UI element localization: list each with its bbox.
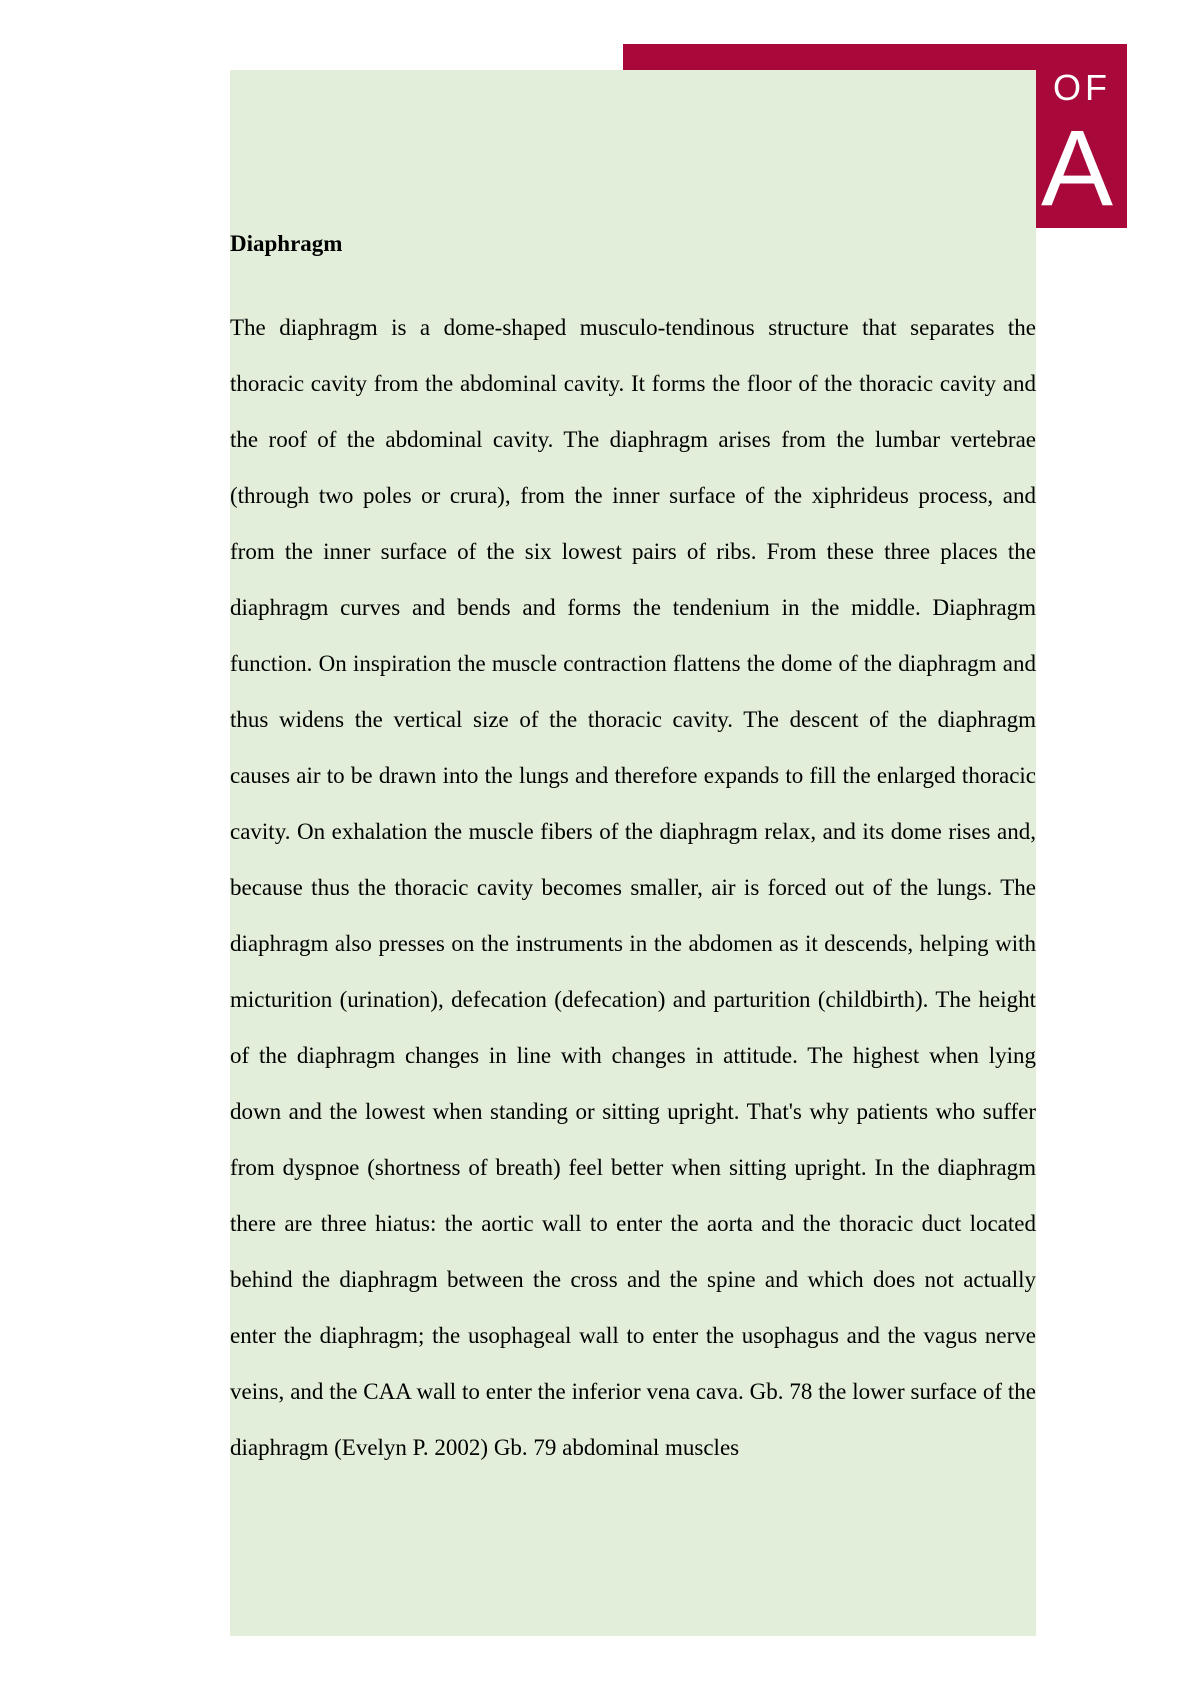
body-paragraph: The diaphragm is a dome-shaped musculo-tendinous structure that separates the thoracic cavity from the abdominal cavity. It forms the floor of the thoracic cavity and the roof of the abdominal cavity. The diaphragm arises from the lumbar vertebrae (through two poles or crura), from the inner surface of the xiphrideus process, and from the inner surface of the six lowest pairs of ribs. From these three places the diaphragm curves and bends and forms the tendenium in the middle. Diaphragm function. On inspiration the muscle contraction flattens the dome of the diaphragm and thus widens the vertical size of the thoracic cavity. The descent of the diaphragm causes air to be drawn into the lungs and therefore expands to fill the enlarged thoracic cavity. On exhalation the muscle fibers of the diaphragm relax, and its dome rises and, because thus the thoracic cavity becomes smaller, air is forced out of the lungs. The diaphragm also presses on the instruments in the abdomen as it descends, helping with micturition (urination), defecation (defecation) and parturition (childbirth). The height of the diaphragm changes in line with changes in attitude. The highest when lying down and the lowest when standing or sitting upright. That's why patients who suffer from dyspnoe (shortness of breath) feel better when sitting upright. In the diaphragm there are three hiatus: the aortic wall to enter the aorta and the thoracic duct located behind the diaphragm between the cross and the spine and which does not actually enter the diaphragm; the usophageal wall to enter the usophagus and the vagus nerve veins, and the CAA wall to enter the inferior vena cava. Gb. 78 the lower surface of the diaphragm (Evelyn P. 2002) Gb. 79 abdominal muscles xyxy=(230,315,1036,1460)
brand-logo-text-of: OF xyxy=(1053,67,1111,108)
document-page xyxy=(230,70,1036,1636)
brand-logo-text-a: A xyxy=(1040,107,1113,228)
section-heading: Diaphragm xyxy=(230,231,343,256)
